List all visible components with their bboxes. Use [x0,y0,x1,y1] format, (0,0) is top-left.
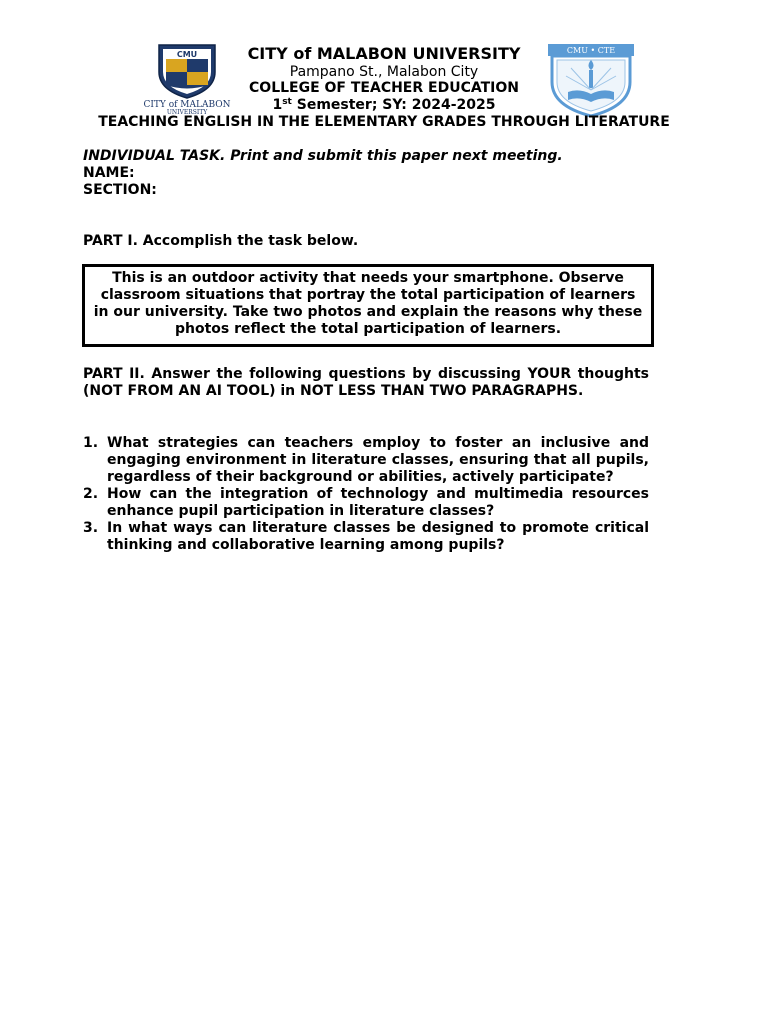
shield-text: CMU [176,50,198,59]
semester-text: Semester; SY: 2024-2025 [291,97,496,113]
activity-box [82,264,654,347]
activity-box-text: This is an outdoor activity that needs your smartphone. Observe classroom situations that portray the total participation of learners in our university. Take two photos and explain the reasons why these photos reflect the total participation of learners. [93,270,643,337]
university-address: Pampano St., Malabon City [289,64,479,80]
logo-wordmark-line1: CITY of MALABON [143,100,231,110]
question-text: In what ways can literature classes be designed to promote critical thinking and collaborative learning among pupils? [107,520,649,553]
question-number: 3. [83,520,99,536]
question-text: How can the integration of technology and multimedia resources enhance pupil participation in literature classes? [107,486,649,519]
section-label: SECTION: [83,182,157,198]
course-title: TEACHING ENGLISH IN THE ELEMENTARY GRADES THROUGH LITERATURE [98,114,670,130]
question-number: 2. [83,486,99,502]
question-item [83,520,649,554]
college-logo-banner: CMU • CTE [566,46,616,55]
semester-superscript: st [282,97,292,107]
part-two-heading: PART II. Answer the following questions by discussing YOUR thoughts (NOT FROM AN AI TOOL) in NOT LESS THAN TWO PARAGRAPHS. [83,366,649,399]
college-name: COLLEGE OF TEACHER EDUCATION [249,80,519,96]
question-text: What strategies can teachers employ to foster an inclusive and engaging environment in literature classes, ensuring that all pupils, regardless of their background or abilities, actively participate? [107,435,649,485]
task-instruction: INDIVIDUAL TASK. Print and submit this paper next meeting. [83,148,563,164]
logo-wordmark-line2: UNIVERSITY [166,109,208,114]
part-one-heading: PART I. Accomplish the task below. [83,233,359,249]
question-item [83,486,649,520]
question-list [83,435,649,554]
question-number: 1. [83,435,99,451]
question-item [83,435,649,486]
semester-number: 1 [272,97,283,113]
semester-line [0,97,768,113]
university-name: CITY of MALABON UNIVERSITY [247,44,521,63]
name-label: NAME: [83,165,135,181]
